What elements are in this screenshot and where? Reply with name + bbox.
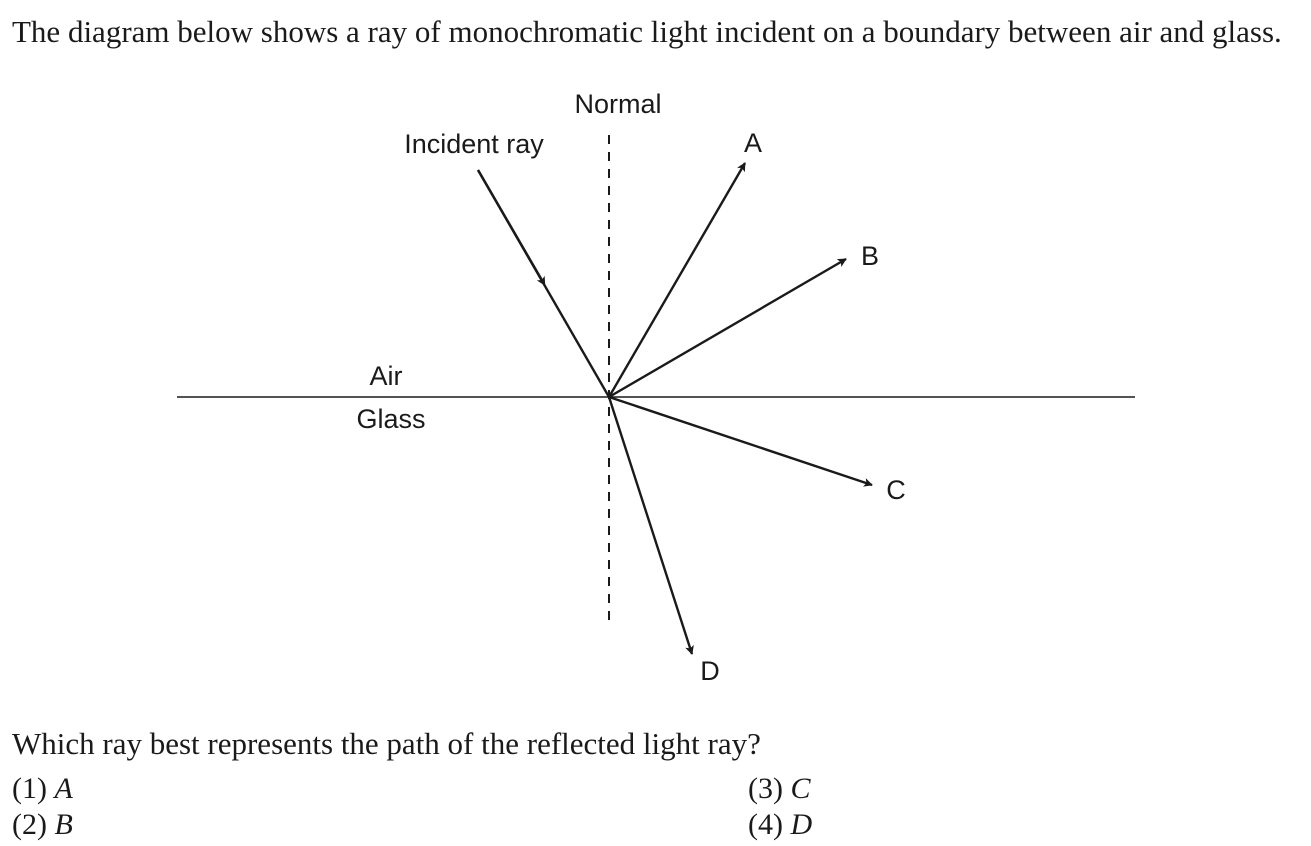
ray-d bbox=[609, 397, 692, 654]
choice-1[interactable] bbox=[12, 771, 73, 807]
question-intro: The diagram below shows a ray of monochromatic light incident on a boundary between air and glass. bbox=[12, 14, 1282, 49]
glass-label: Glass bbox=[356, 404, 426, 434]
ray-c-label: C bbox=[886, 475, 906, 505]
ray-b-label: B bbox=[860, 241, 880, 271]
choice-number: (2) bbox=[12, 808, 47, 841]
choice-number: (3) bbox=[748, 772, 783, 805]
choice-number: (1) bbox=[12, 772, 47, 805]
ray-c bbox=[609, 397, 872, 485]
normal-label: Normal bbox=[574, 89, 662, 119]
question-text: Which ray best represents the path of the reflected light ray? bbox=[12, 726, 761, 761]
choice-2[interactable] bbox=[12, 807, 73, 843]
choice-letter: D bbox=[790, 808, 813, 841]
choice-letter: A bbox=[54, 772, 73, 805]
ray-a-label: A bbox=[743, 128, 763, 158]
choice-4[interactable] bbox=[748, 807, 812, 843]
air-label: Air bbox=[369, 361, 403, 391]
choice-letter: B bbox=[54, 808, 73, 841]
choice-letter: C bbox=[790, 772, 811, 805]
choice-3[interactable] bbox=[748, 771, 811, 807]
incident-ray-label: Incident ray bbox=[404, 129, 544, 159]
choice-number: (4) bbox=[748, 808, 783, 841]
ray-a bbox=[609, 163, 745, 397]
ray-d-label: D bbox=[700, 656, 720, 686]
incident-ray-arrow bbox=[478, 170, 543, 282]
ray-b bbox=[609, 259, 846, 397]
